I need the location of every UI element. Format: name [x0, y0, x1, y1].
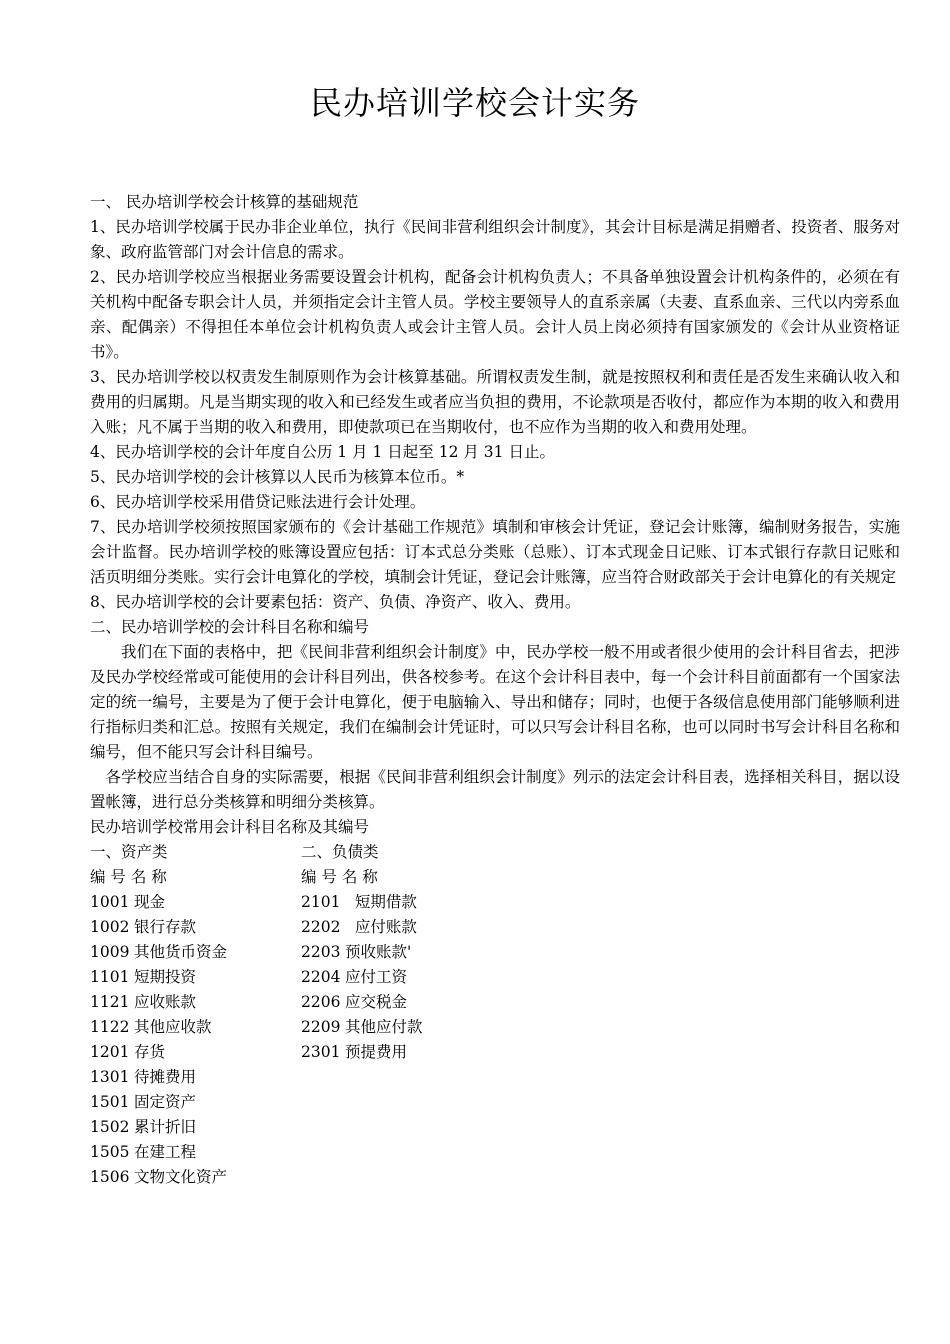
- account-row: [301, 890, 512, 915]
- account-code: 2209: [301, 1018, 341, 1036]
- section-2-heading: 二、民办培训学校的会计科目名称和编号: [90, 618, 370, 636]
- account-name: 待摊费用: [134, 1068, 197, 1086]
- account-code: 1101: [90, 968, 130, 986]
- account-name: 其他应付款: [345, 1018, 423, 1036]
- assets-column: [90, 840, 301, 1190]
- assets-heading: 一、资产类: [90, 843, 168, 861]
- section-1-heading: 一、 民办培训学校会计核算的基础规范: [90, 193, 359, 211]
- account-row: [301, 965, 512, 990]
- account-name: 其他货币资金: [134, 943, 228, 961]
- account-name: 存货: [134, 1043, 166, 1061]
- account-code: 1121: [90, 993, 130, 1011]
- paragraph-1: 1、民办培训学校属于民办非企业单位，执行《民间非营利组织会计制度》，其会计目标是满足捐赠者、投资者、服务对象、政府监管部门对会计信息的需求。: [90, 218, 900, 261]
- account-row: [90, 890, 301, 915]
- paragraph-2: 2、民办培训学校应当根据业务需要设置会计机构，配备会计机构负责人；不具备单独设置会计机构条件的，必须在有关机构中配备专职会计人员，并须指定会计主管人员。学校主要领导人的直系亲属（夫妻、直系血亲、三代以内旁系血亲、配偶亲）不得担任本单位会计机构负责人或会计主管人员。会计人员上岗必须持有国家颁发的《会计从业资格证书》。: [90, 268, 900, 361]
- account-code: 1001: [90, 893, 130, 911]
- account-row: [301, 1040, 512, 1065]
- account-code: 2206: [301, 993, 341, 1011]
- account-code: 2301: [301, 1043, 341, 1061]
- assets-rows: [90, 890, 301, 1190]
- account-code: 1502: [90, 1118, 130, 1136]
- page-title: 民办培训学校会计实务: [309, 84, 640, 122]
- account-name: 文物文化资产: [134, 1168, 228, 1186]
- paragraph-8: 8、民办培训学校的会计要素包括：资产、负债、净资产、收入、费用。: [90, 593, 581, 611]
- account-row: [90, 1040, 301, 1065]
- account-code: 2204: [301, 968, 341, 986]
- account-name: 应收账款: [134, 993, 197, 1011]
- account-columns: [90, 840, 900, 1190]
- account-code: 1505: [90, 1143, 130, 1161]
- account-name: 预提费用: [345, 1043, 408, 1061]
- account-row: [301, 915, 512, 940]
- account-code: 1002: [90, 918, 130, 936]
- liabilities-rows: [301, 890, 512, 1065]
- account-name: 现金: [134, 893, 166, 911]
- account-name: 累计折旧: [134, 1118, 197, 1136]
- document-body: [90, 190, 900, 1190]
- account-row: [90, 1115, 301, 1140]
- account-code: 1501: [90, 1093, 130, 1111]
- account-name: 短期借款: [345, 893, 417, 911]
- account-name: 短期投资: [134, 968, 197, 986]
- account-name: 应付工资: [345, 968, 408, 986]
- account-row: [90, 915, 301, 940]
- account-code: 2101: [301, 893, 341, 911]
- account-code: 1201: [90, 1043, 130, 1061]
- account-row: [90, 1015, 301, 1040]
- account-name: 其他应收款: [134, 1018, 212, 1036]
- liabilities-column-header: 编 号 名 称: [301, 868, 378, 886]
- account-row: [90, 1065, 301, 1090]
- account-row: [90, 1090, 301, 1115]
- account-row: [90, 940, 301, 965]
- account-code: 1009: [90, 943, 130, 961]
- account-name: 银行存款: [134, 918, 197, 936]
- account-code: 1506: [90, 1168, 130, 1186]
- liabilities-heading: 二、负债类: [301, 843, 379, 861]
- account-row: [301, 940, 512, 965]
- account-row: [90, 965, 301, 990]
- section-2-paragraph-1: 我们在下面的表格中，把《民间非营利组织会计制度》中，民办学校一般不用或者很少使用的会计科目省去，把涉及民办学校经常或可能使用的会计科目列出，供各校参考。在这个会计科目表中，每一个会计科目前面都有一个国家法定的统一编号，主要是为了便于会计电算化，便于电脑输入、导出和储存；同时，也便于各级信息使用部门能够顺利进行指标归类和汇总。按照有关规定，我们在编制会计凭证时，可以只写会计科目名称，也可以同时书写会计科目名称和编号，但不能只写会计科目编号。: [90, 643, 900, 761]
- account-list-title: 民办培训学校常用会计科目名称及其编号: [90, 818, 370, 836]
- liabilities-column: [301, 840, 512, 1190]
- account-code: 1122: [90, 1018, 130, 1036]
- account-code: 1301: [90, 1068, 130, 1086]
- paragraph-5: 5、民办培训学校的会计核算以人民币为核算本位币。*: [90, 468, 465, 486]
- account-row: [90, 990, 301, 1015]
- section-2-paragraph-2: 各学校应当结合自身的实际需要，根据《民间非营利组织会计制度》列示的法定会计科目表，选择相关科目，据以设置帐簿，进行总分类核算和明细分类核算。: [90, 768, 900, 811]
- account-name: 应交税金: [345, 993, 408, 1011]
- account-name: 应付账款: [345, 918, 417, 936]
- account-row: [301, 990, 512, 1015]
- account-code: 2202: [301, 918, 341, 936]
- paragraph-3: 3、民办培训学校以权责发生制原则作为会计核算基础。所谓权责发生制，就是按照权利和责任是否发生来确认收入和费用的归属期。凡是当期实现的收入和已经发生或者应当负担的费用，不论款项是否收付，都应作为本期的收入和费用入账；凡不属于当期的收入和费用，即使款项已在当期收付，也不应作为当期的收入和费用处理。: [90, 368, 900, 436]
- account-name: 在建工程: [134, 1143, 197, 1161]
- assets-column-header: 编 号 名 称: [90, 868, 167, 886]
- paragraph-7: 7、民办培训学校须按照国家颁布的《会计基础工作规范》填制和审核会计凭证，登记会计账簿，编制财务报告，实施会计监督。民办培训学校的账簿设置应包括：订本式总分类账（总账）、订本式现金日记账、订本式银行存款日记账和活页明细分类账。实行会计电算化的学校，填制会计凭证，登记会计账簿，应当符合财政部关于会计电算化的有关规定: [90, 518, 900, 586]
- account-row: [301, 1015, 512, 1040]
- account-row: [90, 1140, 301, 1165]
- account-name: 预收账款': [345, 943, 412, 961]
- paragraph-6: 6、民办培训学校采用借贷记账法进行会计处理。: [90, 493, 426, 511]
- account-name: 固定资产: [134, 1093, 197, 1111]
- account-row: [90, 1165, 301, 1190]
- account-code: 2203: [301, 943, 341, 961]
- paragraph-4: 4、民办培训学校的会计年度自公历 1 月 1 日起至 12 月 31 日止。: [90, 443, 555, 461]
